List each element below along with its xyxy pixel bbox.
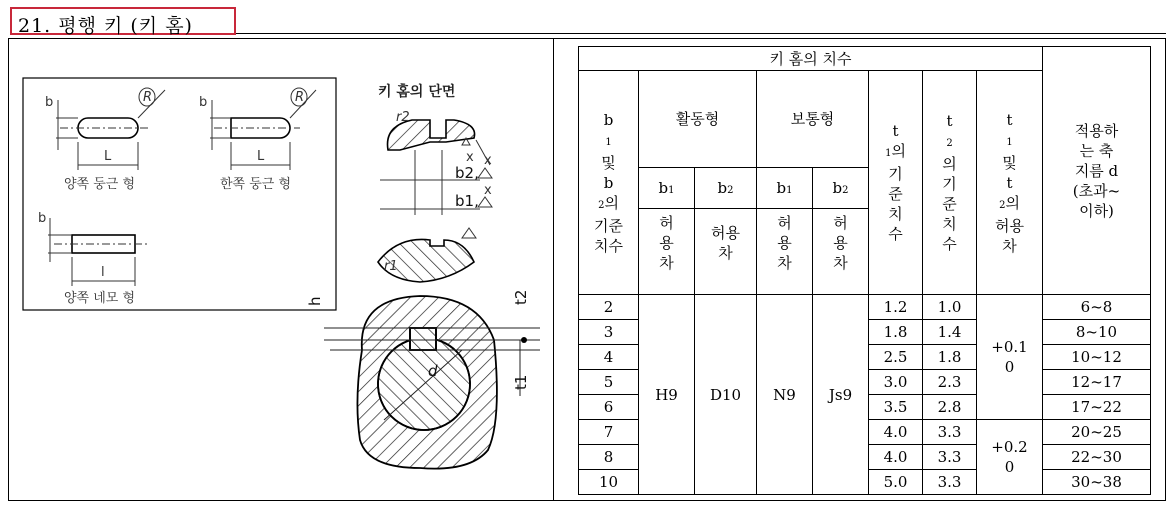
dim-b-label-2: b xyxy=(199,95,208,110)
r2-label: r2 xyxy=(396,110,410,125)
table-cell: 20~25 xyxy=(1043,420,1151,445)
dim-l-small-label: l xyxy=(101,265,105,280)
header-normal-b2: b2 허 용 차 xyxy=(813,168,869,295)
table-row xyxy=(579,295,1151,320)
table-cell: 1.4 xyxy=(923,320,977,345)
table-cell: 4.0 xyxy=(869,420,923,445)
sliding-b1-value: H9 xyxy=(639,295,695,495)
assembled-section xyxy=(324,296,540,469)
table-cell: 12~17 xyxy=(1043,370,1151,395)
table-cell: 2.3 xyxy=(923,370,977,395)
t1-label: t1 xyxy=(512,374,530,390)
table-cell: 5.0 xyxy=(869,470,923,495)
x-label-2: x xyxy=(484,183,492,198)
h-label: h xyxy=(306,296,324,306)
table-cell: 2.5 xyxy=(869,345,923,370)
header-t2: t 2 의 기 준 치 수 xyxy=(923,71,977,295)
header-top: 키 홈의 치수 xyxy=(579,47,1043,71)
page-title: 21. 평행 키 (키 홈) xyxy=(18,15,193,37)
table-cell: 2 xyxy=(579,295,639,320)
table-cell: 8~10 xyxy=(1043,320,1151,345)
key-groove-table xyxy=(578,46,1151,495)
shape-label-double-round: 양쪽 둥근 형 xyxy=(64,177,136,192)
table-cell: 7 xyxy=(579,420,639,445)
table-cell: 3.3 xyxy=(923,470,977,495)
dim-r-label-1: R xyxy=(143,90,153,105)
header-base: b 1 및 b 2의 기준 치수 xyxy=(579,71,639,295)
header-tol: t 1 및 t 2의 허용 차 xyxy=(977,71,1043,295)
sliding-b2-value: D10 xyxy=(695,295,757,495)
dim-r-label-2: R xyxy=(295,90,305,105)
shape-label-single-round: 한쪽 둥근 형 xyxy=(220,177,292,192)
dim-b-label-3: b xyxy=(38,211,47,226)
header-normal-b1: b1 허 용 차 xyxy=(757,168,813,295)
section-title: 키 홈의 단면 xyxy=(378,84,456,100)
table-cell: 10~12 xyxy=(1043,345,1151,370)
table-cell: 3.0 xyxy=(869,370,923,395)
header-sliding: 활동형 xyxy=(639,71,757,168)
header-t1: t 1의 기 준 치 수 xyxy=(869,71,923,295)
table-cell: 17~22 xyxy=(1043,395,1151,420)
table-cell: 5 xyxy=(579,370,639,395)
dim-b-label-1: b xyxy=(45,95,54,110)
normal-b2-value: Js9 xyxy=(813,295,869,495)
t2-label: t2 xyxy=(512,289,530,305)
table-cell: 3.3 xyxy=(923,445,977,470)
x-label-3: x xyxy=(466,150,474,165)
table-cell: 2.8 xyxy=(923,395,977,420)
table-cell: 4 xyxy=(579,345,639,370)
table-cell: 1.2 xyxy=(869,295,923,320)
table-cell: 30~38 xyxy=(1043,470,1151,495)
header-sliding-b2: b2 허용 차 xyxy=(695,168,757,295)
shape-label-square: 양쪽 네모 형 xyxy=(64,291,136,306)
square-key xyxy=(48,218,148,286)
table-cell: 3 xyxy=(579,320,639,345)
table-cell: 6~8 xyxy=(1043,295,1151,320)
table-cell: 3.3 xyxy=(923,420,977,445)
tol-group-b: +0.2 0 xyxy=(977,420,1043,495)
dim-l-label-2: L xyxy=(257,149,265,164)
header-shaft: 적용하 는 축 지름 d (초과~ 이하) xyxy=(1043,47,1151,295)
b1-label: b1, xyxy=(455,192,479,210)
key-shapes-frame xyxy=(23,78,336,310)
table-cell: 22~30 xyxy=(1043,445,1151,470)
table-cell: 4.0 xyxy=(869,445,923,470)
table-cell: 1.8 xyxy=(923,345,977,370)
table-cell: 6 xyxy=(579,395,639,420)
tol-group-a: +0.1 0 xyxy=(977,295,1043,420)
r1-label: r1 xyxy=(384,259,398,274)
dim-l-label-1: L xyxy=(104,149,112,164)
table-cell: 8 xyxy=(579,445,639,470)
table-cell: 1.8 xyxy=(869,320,923,345)
table-cell: 1.0 xyxy=(923,295,977,320)
table-cell: 10 xyxy=(579,470,639,495)
b2-label: b2, xyxy=(455,164,479,182)
header-normal: 보통형 xyxy=(757,71,869,168)
table-cell: 3.5 xyxy=(869,395,923,420)
header-sliding-b1: b1 허 용 차 xyxy=(639,168,695,295)
normal-b1-value: N9 xyxy=(757,295,813,495)
d-label: d xyxy=(428,362,438,380)
x-label-1: x xyxy=(484,153,492,168)
